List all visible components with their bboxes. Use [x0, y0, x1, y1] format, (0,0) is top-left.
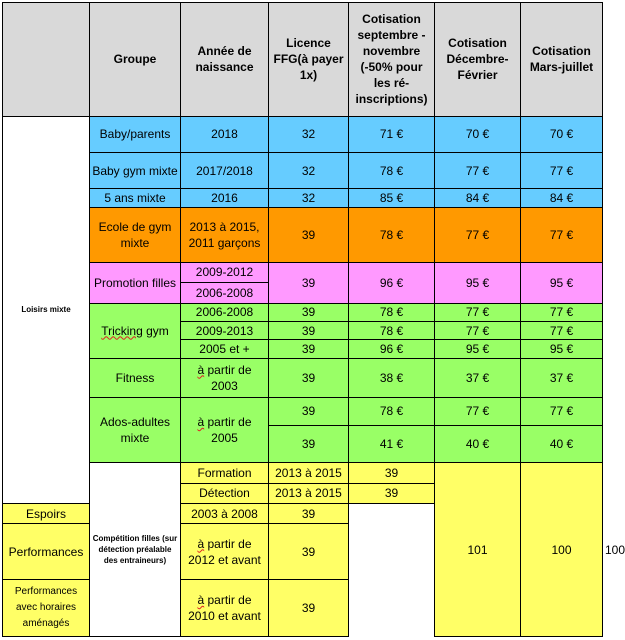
annee-cell: 2006-2008 [181, 303, 269, 321]
annee-cell: 2013 à 2015 [269, 463, 349, 483]
mar-jul-cell: 77 € [521, 153, 603, 189]
groupe-cell: Performances [3, 524, 90, 579]
dec-fev-cell: 40 € [435, 426, 521, 463]
annee-cell [181, 579, 269, 636]
annee-part: partir de 2012 et avant [188, 536, 261, 567]
dec-fev-cell: 100 [521, 463, 603, 637]
groupe-cell: Baby/parents [90, 116, 181, 153]
sep-nov-cell: 38 € [349, 358, 435, 397]
annee-cell: 2017/2018 [181, 153, 269, 189]
annee-cell: 2005 et + [181, 340, 269, 358]
licence-cell: 39 [269, 503, 349, 523]
table-row [3, 397, 603, 426]
groupe-part: Tricking [101, 323, 143, 338]
annee-cell [181, 524, 269, 579]
header-cot-sep-nov: Cotisation septembre - novembre (-50% pour les ré-inscriptions) [349, 3, 435, 117]
sep-nov-cell: 78 € [349, 153, 435, 189]
mar-jul-cell: 70 € [521, 116, 603, 153]
licence-cell: 39 [269, 397, 349, 426]
licence-cell: 32 [269, 153, 349, 189]
mar-jul-cell: 77 € [521, 303, 603, 321]
annee-cell [181, 358, 269, 397]
sep-nov-cell: 78 € [349, 207, 435, 262]
header-row [3, 3, 603, 117]
annee-cell: 2009-2012 [181, 262, 269, 282]
header-licence: Licence FFG(à payer 1x) [269, 3, 349, 117]
groupe-cell: Détection [181, 483, 269, 503]
groupe-cell: Formation [181, 463, 269, 483]
annee-part: à [197, 362, 205, 377]
annee-cell: 2016 [181, 189, 269, 207]
annee-cell: 2006-2008 [181, 283, 269, 303]
table-row [3, 189, 603, 207]
annee-cell [181, 397, 269, 462]
groupe-cell: Fitness [90, 358, 181, 397]
licence-cell: 32 [269, 189, 349, 207]
annee-cell: 2003 à 2008 [181, 503, 269, 523]
licence-cell: 39 [269, 426, 349, 463]
sep-nov-cell: 78 € [349, 397, 435, 426]
groupe-cell: Performances avec horaires aménagés [3, 579, 90, 636]
table-row [3, 207, 603, 262]
groupe-cell: Ecole de gym mixte [90, 207, 181, 262]
groupe-part: gym [142, 323, 169, 338]
groupe-cell: Espoirs [3, 503, 90, 523]
sep-nov-cell: 96 € [349, 340, 435, 358]
table-row [3, 303, 603, 321]
groupe-cell [90, 303, 181, 358]
header-cot-mar-jul: Cotisation Mars-juillet [521, 3, 603, 117]
mar-jul-cell: 77 € [521, 322, 603, 340]
dec-fev-cell: 77 € [435, 153, 521, 189]
annee-cell: 2018 [181, 116, 269, 153]
sep-nov-cell: 78 € [349, 322, 435, 340]
header-annee: Année de naissance [181, 3, 269, 117]
mar-jul-cell: 37 € [521, 358, 603, 397]
groupe-cell: Promotion filles [90, 262, 181, 303]
mar-jul-cell: 95 € [521, 262, 603, 303]
licence-cell: 39 [349, 483, 435, 503]
sep-nov-cell: 101 [435, 463, 521, 637]
annee-part: à [197, 592, 205, 607]
mar-jul-cell: 95 € [521, 340, 603, 358]
licence-cell: 39 [349, 463, 435, 483]
header-blank [3, 3, 90, 117]
table-row [3, 262, 603, 282]
sep-nov-cell: 41 € [349, 426, 435, 463]
table-row [3, 153, 603, 189]
dec-fev-cell: 37 € [435, 358, 521, 397]
groupe-cell: 5 ans mixte [90, 189, 181, 207]
category-loisirs: Loisirs mixte [3, 116, 90, 503]
dec-fev-cell: 84 € [435, 189, 521, 207]
header-cot-dec-fev: Cotisation Décembre-Février [435, 3, 521, 117]
dec-fev-cell: 77 € [435, 397, 521, 426]
annee-part: à [197, 414, 205, 429]
annee-part: partir de 2005 [204, 414, 252, 445]
dec-fev-cell: 77 € [435, 322, 521, 340]
sep-nov-cell: 71 € [349, 116, 435, 153]
licence-cell: 39 [269, 207, 349, 262]
groupe-cell: Ados-adultes mixte [90, 397, 181, 462]
pricing-table [2, 2, 625, 637]
table-row [3, 358, 603, 397]
licence-cell: 39 [269, 524, 349, 579]
sep-nov-cell: 96 € [349, 262, 435, 303]
annee-part: à [197, 536, 205, 551]
table-row [3, 116, 603, 153]
mar-jul-cell: 77 € [521, 207, 603, 262]
licence-cell: 32 [269, 116, 349, 153]
dec-fev-cell: 95 € [435, 340, 521, 358]
groupe-cell: Baby gym mixte [90, 153, 181, 189]
annee-cell: 2013 à 2015 [269, 483, 349, 503]
mar-jul-cell: 40 € [521, 426, 603, 463]
licence-cell: 39 [269, 303, 349, 321]
mar-jul-cell: 77 € [521, 397, 603, 426]
sep-nov-cell: 78 € [349, 303, 435, 321]
dec-fev-cell: 95 € [435, 262, 521, 303]
dec-fev-cell: 70 € [435, 116, 521, 153]
table-row: Compétition filles (sur détection préalable des entraineurs) Formation 2013 à 2015 39 101 100 100 [3, 463, 603, 483]
dec-fev-cell: 77 € [435, 303, 521, 321]
category-competition: Compétition filles (sur détection préalable des entraineurs) [90, 463, 181, 637]
annee-cell: 2009-2013 [181, 322, 269, 340]
licence-cell: 39 [269, 322, 349, 340]
annee-part: partir de 2010 et avant [188, 592, 261, 623]
mar-jul-cell: 84 € [521, 189, 603, 207]
sep-nov-cell: 85 € [349, 189, 435, 207]
licence-cell: 39 [269, 340, 349, 358]
dec-fev-cell: 77 € [435, 207, 521, 262]
licence-cell: 39 [269, 579, 349, 636]
annee-part: partir de 2003 [204, 362, 252, 393]
header-groupe: Groupe [90, 3, 181, 117]
annee-cell: 2013 à 2015, 2011 garçons [181, 207, 269, 262]
licence-cell: 39 [269, 262, 349, 303]
licence-cell: 39 [269, 358, 349, 397]
